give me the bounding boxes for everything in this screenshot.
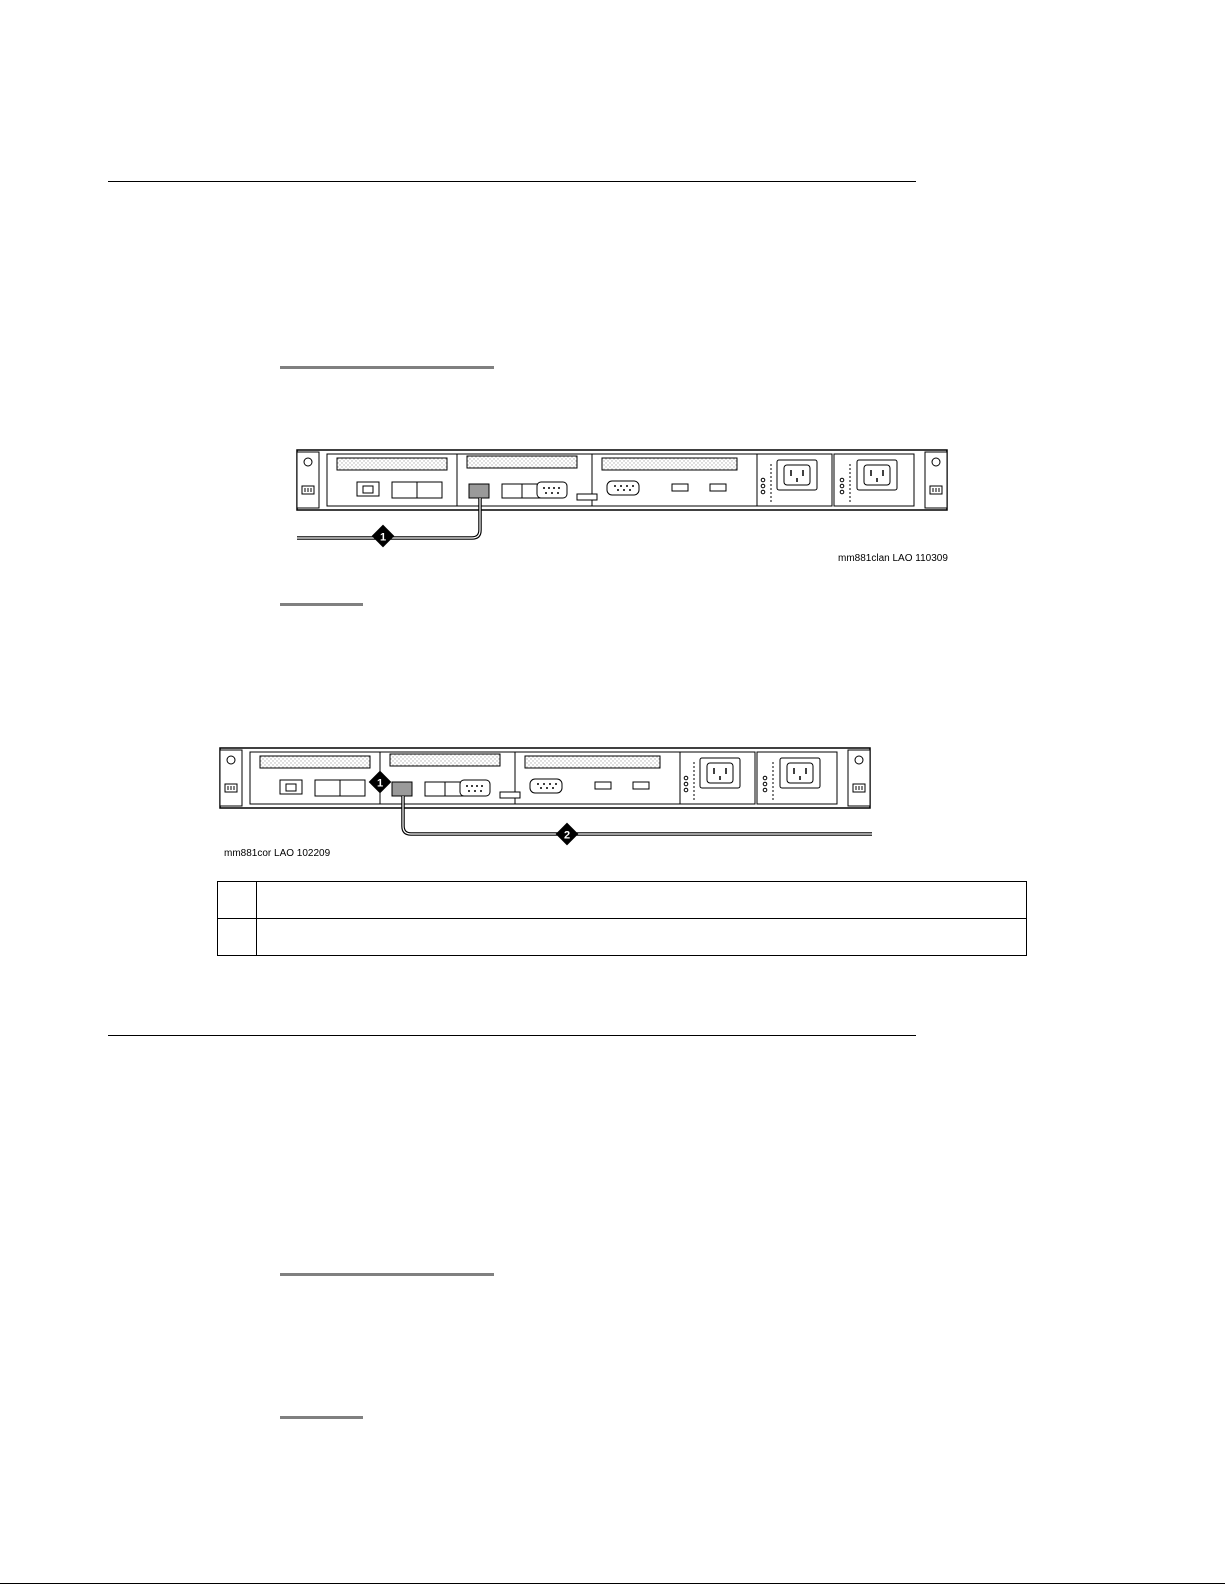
table-row <box>218 882 1027 919</box>
figure-2-label: mm881cor LAO 102209 <box>224 848 331 859</box>
callout-2-number: 2 <box>563 829 571 842</box>
table-row <box>218 919 1027 956</box>
callout-description-cell <box>257 882 1027 919</box>
server-rear-illustration-1 <box>297 450 957 560</box>
subheading-rule-3 <box>280 1273 494 1276</box>
page-bottom-rule <box>0 1583 1225 1584</box>
subheading-rule-2 <box>280 603 363 606</box>
callout-1-marker <box>372 525 395 548</box>
callout-1-number: 1 <box>376 777 384 790</box>
callout-table <box>217 881 1027 956</box>
callout-number-cell <box>218 919 257 956</box>
callout-number-cell <box>218 882 257 919</box>
server-rear-illustration-2 <box>220 748 880 858</box>
subheading-rule-4 <box>280 1416 363 1419</box>
server-rear-figure-2 <box>220 748 880 858</box>
section-rule-top <box>108 181 916 182</box>
subheading-rule-1 <box>280 366 494 369</box>
connected-port-highlight <box>469 484 489 498</box>
callout-1-number: 1 <box>379 531 387 544</box>
callout-2-marker <box>556 823 579 846</box>
server-rear-figure-1 <box>297 450 957 560</box>
figure-1-label: mm881clan LAO 110309 <box>838 553 948 564</box>
connected-port-highlight <box>392 782 412 796</box>
section-rule-middle <box>108 1035 916 1036</box>
callout-description-cell <box>257 919 1027 956</box>
